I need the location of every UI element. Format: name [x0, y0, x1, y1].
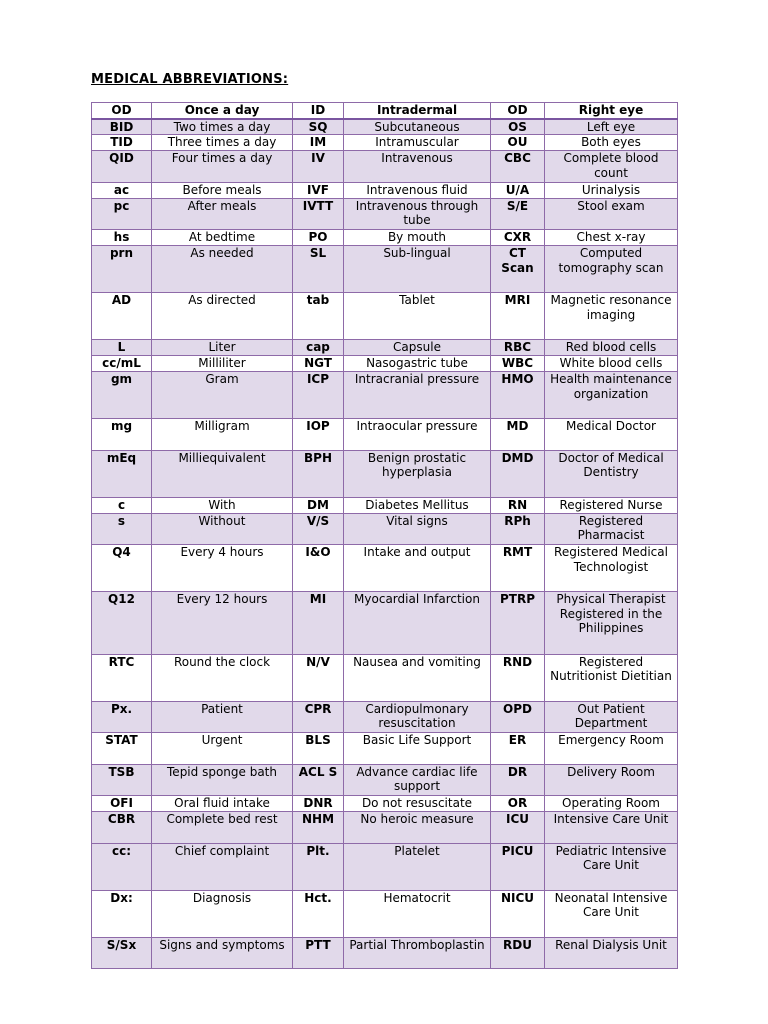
table-row: [92, 372, 678, 419]
abbreviation-cell: PTT: [293, 937, 344, 969]
meaning-cell: As directed: [152, 293, 293, 340]
meaning-cell: Registered Nurse: [545, 497, 678, 513]
meaning-cell: Chief complaint: [152, 843, 293, 890]
meaning-cell: Left eye: [545, 119, 678, 135]
abbreviation-cell: pc: [92, 198, 152, 230]
meaning-cell: Registered Medical Technologist: [545, 545, 678, 592]
meaning-cell: Intracranial pressure: [344, 372, 491, 419]
meaning-cell: Urinalysis: [545, 182, 678, 198]
abbreviation-cell: WBC: [491, 356, 545, 372]
abbreviations-table-body: [92, 103, 678, 969]
meaning-cell: Doctor of Medical Dentistry: [545, 450, 678, 497]
meaning-cell: Advance cardiac life support: [344, 764, 491, 796]
abbreviation-cell: PTRP: [491, 592, 545, 655]
meaning-cell: Intravenous fluid: [344, 182, 491, 198]
meaning-cell: Diabetes Mellitus: [344, 497, 491, 513]
meaning-cell: Cardiopulmonary resuscitation: [344, 701, 491, 733]
meaning-cell: Renal Dialysis Unit: [545, 937, 678, 969]
abbreviation-cell: OFI: [92, 796, 152, 812]
header-cell: Right eye: [545, 103, 678, 119]
document-title: MEDICAL ABBREVIATIONS:: [91, 72, 289, 87]
meaning-cell: Magnetic resonance imaging: [545, 293, 678, 340]
meaning-cell: Partial Thromboplastin: [344, 937, 491, 969]
header-cell: Intradermal: [344, 103, 491, 119]
meaning-cell: Subcutaneous: [344, 119, 491, 135]
abbreviation-cell: ACL S: [293, 764, 344, 796]
meaning-cell: Registered Pharmacist: [545, 513, 678, 545]
abbreviation-cell: CPR: [293, 701, 344, 733]
table-row: [92, 246, 678, 293]
abbreviation-cell: cap: [293, 340, 344, 356]
meaning-cell: Out Patient Department: [545, 701, 678, 733]
abbreviation-cell: S/E: [491, 198, 545, 230]
abbreviation-cell: N/V: [293, 654, 344, 701]
meaning-cell: Complete blood count: [545, 151, 678, 183]
meaning-cell: Round the clock: [152, 654, 293, 701]
table-row: [92, 182, 678, 198]
abbreviation-cell: MD: [491, 419, 545, 451]
meaning-cell: Before meals: [152, 182, 293, 198]
meaning-cell: Urgent: [152, 733, 293, 765]
meaning-cell: Neonatal Intensive Care Unit: [545, 890, 678, 937]
abbreviation-cell: Hct.: [293, 890, 344, 937]
meaning-cell: Intravenous: [344, 151, 491, 183]
meaning-cell: As needed: [152, 246, 293, 293]
meaning-cell: Every 12 hours: [152, 592, 293, 655]
abbreviation-cell: RDU: [491, 937, 545, 969]
meaning-cell: After meals: [152, 198, 293, 230]
table-row: [92, 890, 678, 937]
meaning-cell: Myocardial Infarction: [344, 592, 491, 655]
table-row: [92, 119, 678, 135]
abbreviation-cell: QID: [92, 151, 152, 183]
meaning-cell: Three times a day: [152, 135, 293, 151]
abbreviation-cell: CBC: [491, 151, 545, 183]
abbreviation-cell: cc:: [92, 843, 152, 890]
abbreviation-cell: s: [92, 513, 152, 545]
meaning-cell: Vital signs: [344, 513, 491, 545]
table-header-row: [92, 103, 678, 119]
abbreviation-cell: RBC: [491, 340, 545, 356]
header-cell: OD: [491, 103, 545, 119]
meaning-cell: Oral fluid intake: [152, 796, 293, 812]
abbreviation-cell: RTC: [92, 654, 152, 701]
meaning-cell: Intramuscular: [344, 135, 491, 151]
abbreviation-cell: c: [92, 497, 152, 513]
meaning-cell: Sub-lingual: [344, 246, 491, 293]
meaning-cell: Intraocular pressure: [344, 419, 491, 451]
abbreviation-cell: DNR: [293, 796, 344, 812]
table-row: [92, 497, 678, 513]
abbreviation-cell: RN: [491, 497, 545, 513]
meaning-cell: White blood cells: [545, 356, 678, 372]
meaning-cell: Liter: [152, 340, 293, 356]
abbreviation-cell: RND: [491, 654, 545, 701]
table-row: [92, 733, 678, 765]
meaning-cell: Red blood cells: [545, 340, 678, 356]
abbreviation-cell: MRI: [491, 293, 545, 340]
abbreviation-cell: IV: [293, 151, 344, 183]
meaning-cell: Both eyes: [545, 135, 678, 151]
abbreviation-cell: tab: [293, 293, 344, 340]
meaning-cell: Patient: [152, 701, 293, 733]
abbreviation-cell: hs: [92, 230, 152, 246]
meaning-cell: Chest x-ray: [545, 230, 678, 246]
meaning-cell: At bedtime: [152, 230, 293, 246]
abbreviation-cell: TID: [92, 135, 152, 151]
abbreviation-cell: MI: [293, 592, 344, 655]
abbreviation-cell: BPH: [293, 450, 344, 497]
abbreviation-cell: cc/mL: [92, 356, 152, 372]
abbreviation-cell: Q4: [92, 545, 152, 592]
abbreviation-cell: mg: [92, 419, 152, 451]
meaning-cell: Emergency Room: [545, 733, 678, 765]
abbreviations-table: [91, 102, 678, 969]
meaning-cell: Intravenous through tube: [344, 198, 491, 230]
table-row: [92, 356, 678, 372]
abbreviation-cell: OPD: [491, 701, 545, 733]
table-row: [92, 592, 678, 655]
table-row: [92, 937, 678, 969]
table-row: [92, 513, 678, 545]
table-row: [92, 450, 678, 497]
abbreviation-cell: HMO: [491, 372, 545, 419]
abbreviation-cell: SQ: [293, 119, 344, 135]
meaning-cell: Milliliter: [152, 356, 293, 372]
abbreviation-cell: RMT: [491, 545, 545, 592]
header-cell: Once a day: [152, 103, 293, 119]
abbreviation-cell: L: [92, 340, 152, 356]
abbreviation-cell: PICU: [491, 843, 545, 890]
meaning-cell: Capsule: [344, 340, 491, 356]
meaning-cell: No heroic measure: [344, 812, 491, 844]
meaning-cell: Hematocrit: [344, 890, 491, 937]
abbreviation-cell: ER: [491, 733, 545, 765]
abbreviation-cell: Q12: [92, 592, 152, 655]
abbreviation-cell: AD: [92, 293, 152, 340]
table-row: [92, 654, 678, 701]
abbreviation-cell: Px.: [92, 701, 152, 733]
table-row: [92, 796, 678, 812]
abbreviation-cell: Dx:: [92, 890, 152, 937]
table-row: [92, 701, 678, 733]
abbreviation-cell: DM: [293, 497, 344, 513]
abbreviation-cell: TSB: [92, 764, 152, 796]
abbreviation-cell: BLS: [293, 733, 344, 765]
meaning-cell: Delivery Room: [545, 764, 678, 796]
meaning-cell: Health maintenance organization: [545, 372, 678, 419]
table-row: [92, 545, 678, 592]
meaning-cell: Medical Doctor: [545, 419, 678, 451]
meaning-cell: Diagnosis: [152, 890, 293, 937]
abbreviation-cell: DR: [491, 764, 545, 796]
table-row: [92, 198, 678, 230]
table-row: [92, 764, 678, 796]
table-row: [92, 843, 678, 890]
meaning-cell: Gram: [152, 372, 293, 419]
meaning-cell: Without: [152, 513, 293, 545]
abbreviation-cell: IOP: [293, 419, 344, 451]
meaning-cell: Benign prostatic hyperplasia: [344, 450, 491, 497]
meaning-cell: Operating Room: [545, 796, 678, 812]
abbreviation-cell: NHM: [293, 812, 344, 844]
abbreviation-cell: NGT: [293, 356, 344, 372]
table-row: [92, 135, 678, 151]
table-row: [92, 230, 678, 246]
abbreviation-cell: IM: [293, 135, 344, 151]
table-row: [92, 293, 678, 340]
meaning-cell: Tablet: [344, 293, 491, 340]
abbreviation-cell: mEq: [92, 450, 152, 497]
table-row: [92, 151, 678, 183]
table-row: [92, 340, 678, 356]
header-cell: ID: [293, 103, 344, 119]
abbreviation-cell: V/S: [293, 513, 344, 545]
abbreviation-cell: I&O: [293, 545, 344, 592]
meaning-cell: Pediatric Intensive Care Unit: [545, 843, 678, 890]
meaning-cell: Do not resuscitate: [344, 796, 491, 812]
abbreviation-cell: CXR: [491, 230, 545, 246]
abbreviation-cell: CT Scan: [491, 246, 545, 293]
meaning-cell: Nausea and vomiting: [344, 654, 491, 701]
abbreviation-cell: ICP: [293, 372, 344, 419]
meaning-cell: Intake and output: [344, 545, 491, 592]
abbreviation-cell: OR: [491, 796, 545, 812]
abbreviation-cell: DMD: [491, 450, 545, 497]
abbreviation-cell: NICU: [491, 890, 545, 937]
abbreviation-cell: Plt.: [293, 843, 344, 890]
meaning-cell: Signs and symptoms: [152, 937, 293, 969]
meaning-cell: Tepid sponge bath: [152, 764, 293, 796]
meaning-cell: Registered Nutritionist Dietitian: [545, 654, 678, 701]
abbreviation-cell: ac: [92, 182, 152, 198]
abbreviation-cell: BID: [92, 119, 152, 135]
abbreviation-cell: ICU: [491, 812, 545, 844]
abbreviation-cell: CBR: [92, 812, 152, 844]
meaning-cell: Milliequivalent: [152, 450, 293, 497]
meaning-cell: Intensive Care Unit: [545, 812, 678, 844]
meaning-cell: Complete bed rest: [152, 812, 293, 844]
meaning-cell: Basic Life Support: [344, 733, 491, 765]
meaning-cell: Platelet: [344, 843, 491, 890]
meaning-cell: By mouth: [344, 230, 491, 246]
abbreviation-cell: OU: [491, 135, 545, 151]
meaning-cell: Physical Therapist Registered in the Philippines: [545, 592, 678, 655]
abbreviation-cell: prn: [92, 246, 152, 293]
abbreviation-cell: IVF: [293, 182, 344, 198]
meaning-cell: Stool exam: [545, 198, 678, 230]
table-row: [92, 419, 678, 451]
abbreviation-cell: SL: [293, 246, 344, 293]
header-cell: OD: [92, 103, 152, 119]
abbreviation-cell: OS: [491, 119, 545, 135]
table-row: [92, 812, 678, 844]
meaning-cell: Every 4 hours: [152, 545, 293, 592]
meaning-cell: With: [152, 497, 293, 513]
meaning-cell: Nasogastric tube: [344, 356, 491, 372]
abbreviation-cell: U/A: [491, 182, 545, 198]
meaning-cell: Milligram: [152, 419, 293, 451]
abbreviation-cell: gm: [92, 372, 152, 419]
meaning-cell: Two times a day: [152, 119, 293, 135]
meaning-cell: Computed tomography scan: [545, 246, 678, 293]
abbreviation-cell: STAT: [92, 733, 152, 765]
abbreviation-cell: IVTT: [293, 198, 344, 230]
abbreviation-cell: RPh: [491, 513, 545, 545]
abbreviation-cell: PO: [293, 230, 344, 246]
meaning-cell: Four times a day: [152, 151, 293, 183]
abbreviation-cell: S/Sx: [92, 937, 152, 969]
